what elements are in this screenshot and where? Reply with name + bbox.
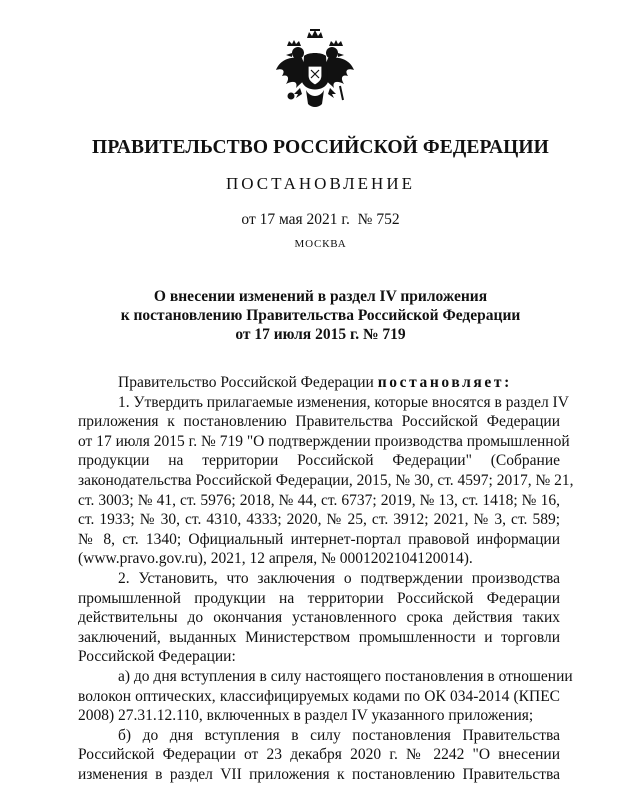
coat-of-arms-emblem xyxy=(272,26,358,116)
body-line: законодательства Российской Федерации, 2015, № 30, ст. 4597; 2017, № 21, xyxy=(78,471,574,489)
body-line: действительны до окончания установленного срока действия таких xyxy=(78,609,560,627)
subject-line: О внесении изменений в раздел IV приложения xyxy=(153,288,488,305)
government-title: ПРАВИТЕЛЬСТВО РОССИЙСКОЙ ФЕДЕРАЦИИ xyxy=(92,137,549,158)
decree-date-line xyxy=(0,211,641,229)
body-intro xyxy=(78,373,560,393)
body-line: от 17 июля 2015 г. № 719 "О подтверждении производства промышленной xyxy=(78,432,570,450)
body-line: а) до дня вступления в силу настоящего постановления в отношении xyxy=(118,667,573,685)
body-line: ст. 3003; № 41, ст. 5976; 2018, № 44, ст. 6737; 2019, № 13, ст. 1418; № 16, xyxy=(78,491,560,509)
decree-number: № 752 xyxy=(357,211,400,228)
decree-body xyxy=(78,373,574,784)
decree-date: от 17 мая 2021 г. xyxy=(241,211,350,228)
intro-text: Правительство Российской Федерации xyxy=(118,374,374,391)
body-line: 2. Установить, что заключения о подтверждении производства xyxy=(118,569,560,587)
body-line: продукции на территории Российской Федерации" (Собрание xyxy=(78,452,560,470)
body-line: б) до дня вступления в силу постановления Правительства xyxy=(118,726,560,744)
body-line: волокон оптических, классифицируемых кодами по ОК 034-2014 (КПЕС xyxy=(78,687,560,705)
body-line: № 8, ст. 1340; Официальный интернет-портал правовой информации xyxy=(78,530,560,548)
decree-city: МОСКВА xyxy=(294,238,347,250)
body-line: промышленной продукции на территории Российской Федерации xyxy=(78,589,560,607)
intro-resolves: постановляет: xyxy=(377,374,512,391)
body-line: (www.pravo.gov.ru), 2021, 12 апреля, № 0001202104120014). xyxy=(78,550,473,568)
subject-line: к постановлению Правительства Российской Федерации xyxy=(120,307,521,324)
body-line: Российской Федерации от 23 декабря 2020 г. № 2242 "О внесении xyxy=(78,746,560,764)
body-line: 2008) 27.31.12.110, включенных в раздел IV указанного приложения; xyxy=(78,707,534,725)
body-line: ст. 1933; № 30, ст. 4310, 4333; 2020, № 25, ст. 3912; 2021, № 3, ст. 589; xyxy=(78,511,560,529)
body-line: изменения в раздел VII приложения к постановлению Правительства xyxy=(78,765,560,783)
body-line: 1. Утвердить прилагаемые изменения, которые вносятся в раздел IV xyxy=(118,393,569,411)
body-line: заключений, выданных Министерством промышленности и торговли xyxy=(78,628,560,646)
body-line: Российской Федерации: xyxy=(78,648,236,666)
document-type: ПОСТАНОВЛЕНИЕ xyxy=(225,174,415,193)
body-line: приложения к постановлению Правительства Российской Федерации xyxy=(78,413,560,431)
decree-subject xyxy=(0,287,641,344)
subject-line: от 17 июля 2015 г. № 719 xyxy=(235,326,406,343)
